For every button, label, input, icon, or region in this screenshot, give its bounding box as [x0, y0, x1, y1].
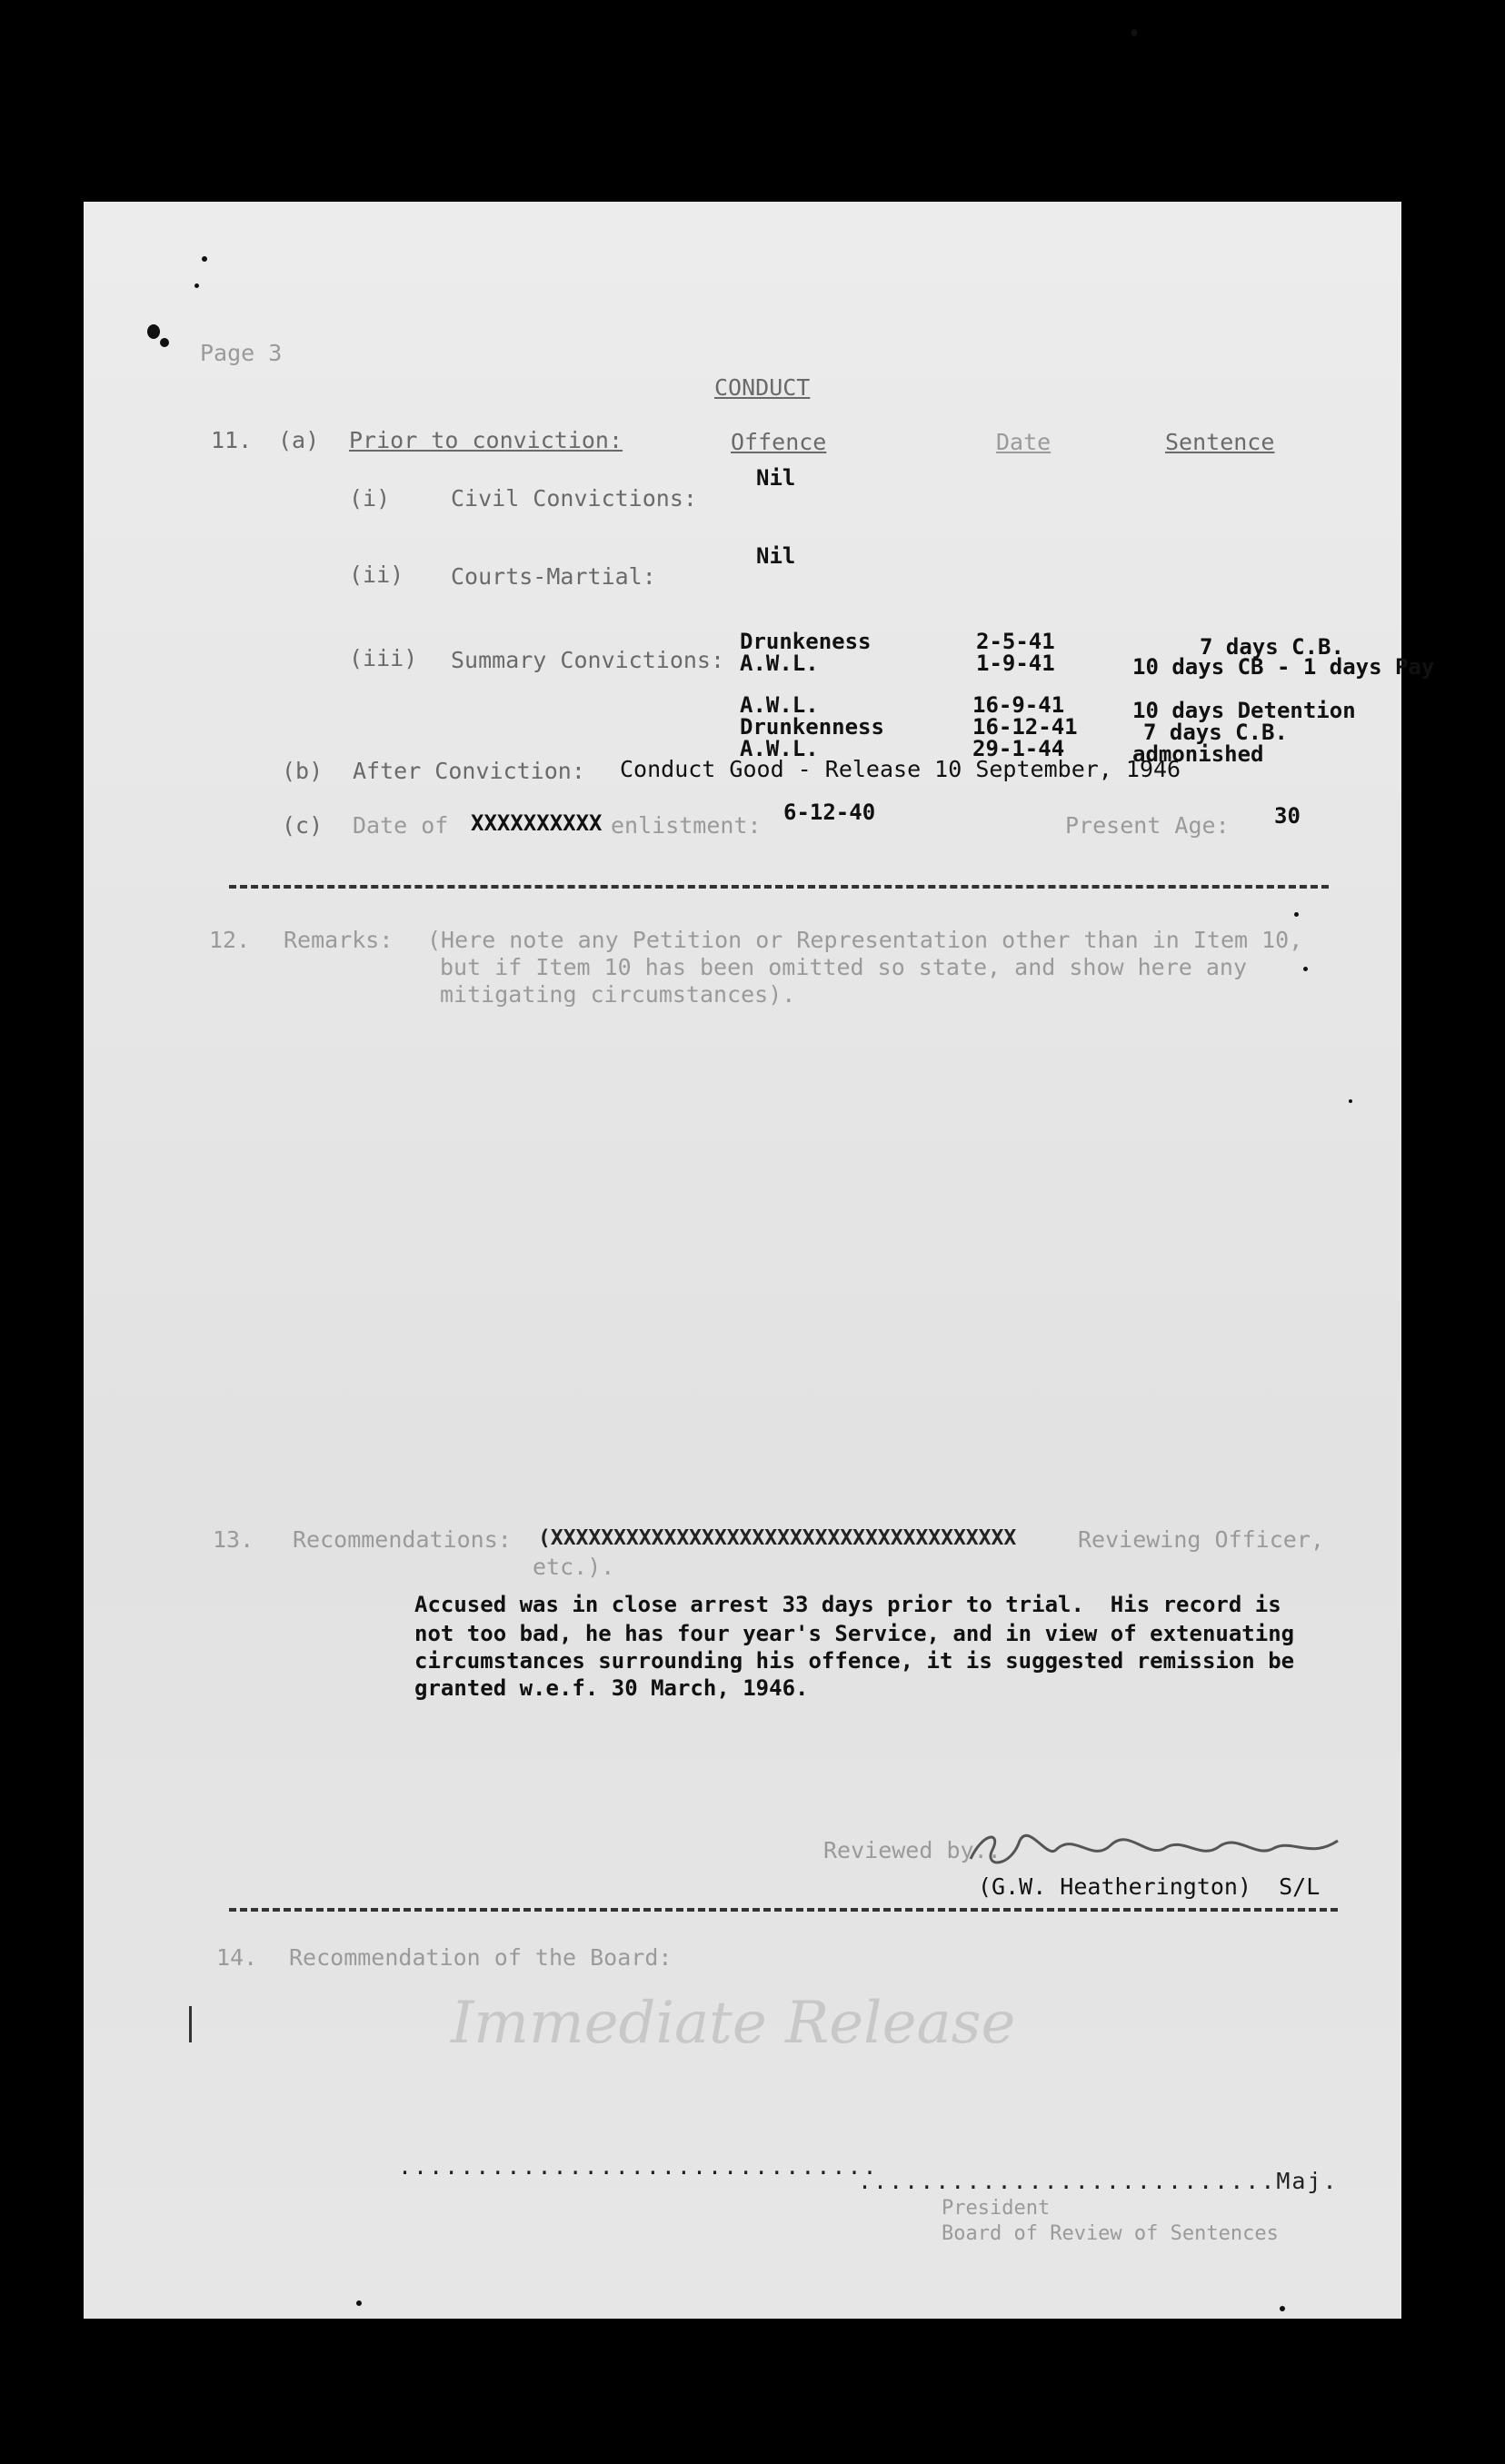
conviction-offence: Drunkeness [740, 629, 872, 654]
column-sentence: Sentence [1165, 429, 1275, 455]
signature-scribble [965, 1823, 1347, 1877]
separator-line [229, 885, 1329, 889]
ink-speck [356, 2300, 362, 2306]
item-13-label: Recommendations: [293, 1526, 512, 1553]
ink-speck [1303, 967, 1308, 971]
conviction-date: 16-12-41 [972, 714, 1078, 740]
item-11ii-text: Courts-Martial: [451, 563, 656, 590]
item-11c-text-1: Date of [353, 812, 449, 839]
conviction-offence: Drunkenness [740, 714, 884, 740]
enlistment-date: 6-12-40 [783, 800, 876, 825]
conviction-sentence: 10 days Detention [1132, 698, 1356, 723]
conviction-date: 16-9-41 [972, 692, 1065, 718]
conviction-sentence: 7 days C.B. [1200, 634, 1344, 660]
ink-speck [1349, 1099, 1352, 1103]
conviction-sentence: 10 days CB - 1 days Pay [1132, 654, 1435, 680]
conviction-offence: A.W.L. [740, 736, 819, 761]
item-11b-label: (b) [282, 758, 324, 784]
conviction-date: 29-1-44 [972, 736, 1065, 761]
ink-speck [1280, 2306, 1285, 2311]
item-14-label: Recommendation of the Board: [289, 1944, 673, 1971]
conviction-date: 2-5-41 [976, 629, 1055, 654]
item-11a-label: (a) [278, 427, 320, 453]
recommendation-line-4: granted w.e.f. 30 March, 1946. [414, 1675, 809, 1701]
recommendation-line-1: Accused was in close arrest 33 days prior to trial. His record is [414, 1592, 1281, 1617]
separator-line [229, 1908, 1338, 1912]
conviction-offence: A.W.L. [740, 651, 819, 676]
present-age-value: 30 [1274, 803, 1301, 829]
item-11c-label: (c) [282, 812, 324, 839]
conviction-sentence: 7 days C.B. [1143, 720, 1288, 745]
item-11i-text: Civil Convictions: [451, 485, 697, 512]
item-12-line-2: but if Item 10 has been omitted so state, and show here any [440, 954, 1248, 980]
item-13-after: Reviewing Officer, [1078, 1526, 1324, 1553]
after-conviction-value: Conduct Good - Release 10 September, 1946 [620, 756, 1181, 782]
item-12-number: 12. [209, 927, 251, 953]
conviction-date: 1-9-41 [976, 651, 1055, 676]
column-date: Date [996, 429, 1052, 455]
board-title-1: President [942, 2197, 1051, 2220]
reviewed-by-label: Reviewed by.. [823, 1837, 1002, 1863]
document-page [84, 202, 1435, 2319]
recommendation-line-3: circumstances surrounding his offence, it is suggested remission be [414, 1648, 1295, 1674]
ink-speck [147, 324, 160, 339]
courts-martial-value: Nil [756, 543, 796, 569]
civil-convictions-value: Nil [756, 465, 796, 491]
signature-line-left: ............................... [398, 2153, 879, 2180]
ink-speck [194, 283, 199, 288]
item-13-number: 13. [213, 1526, 254, 1553]
item-11c-text-2: enlistment: [611, 812, 762, 839]
handwritten-recommendation: Immediate Release [451, 1990, 1016, 2057]
board-title-2: Board of Review of Sentences [942, 2222, 1279, 2245]
conviction-offence: A.W.L. [740, 692, 819, 718]
item-11b-text: After Conviction: [353, 758, 585, 784]
reviewer-name: (G.W. Heatherington) S/L [978, 1873, 1321, 1900]
page-number: Page 3 [200, 340, 283, 366]
ink-speck [1294, 912, 1299, 917]
item-14-number: 14. [216, 1944, 258, 1971]
item-12-line-1: (Here note any Petition or Representation other than in Item 10, [427, 927, 1303, 953]
present-age-label: Present Age: [1065, 812, 1230, 839]
margin-mark [189, 2006, 192, 2042]
item-11iii-text: Summary Convictions: [451, 647, 725, 673]
item-11i-label: (i) [349, 485, 391, 512]
item-11-number: 11. [211, 427, 253, 453]
struck-out-word: XXXXXXXXXX [471, 810, 603, 836]
item-11iii-label: (iii) [349, 645, 418, 671]
ink-speck [1131, 29, 1137, 36]
column-offence: Offence [731, 429, 827, 455]
item-11ii-label: (ii) [349, 561, 404, 588]
item-12-line-3: mitigating circumstances). [440, 981, 796, 1008]
item-12-label: Remarks: [284, 927, 394, 953]
ink-speck [202, 256, 207, 262]
item-13-etc: etc.). [533, 1554, 615, 1580]
conviction-sentence: admonished [1132, 741, 1264, 767]
item-11a-text: Prior to conviction: [349, 427, 623, 453]
signature-line-right: ...........................Maj. [858, 2168, 1339, 2194]
ink-speck [160, 338, 169, 347]
struck-out-text: (XXXXXXXXXXXXXXXXXXXXXXXXXXXXXXXXXXXXX [538, 1526, 1017, 1550]
recommendation-line-2: not too bad, he has four year's Service, and in view of extenuating [414, 1621, 1295, 1646]
section-title: CONDUCT [714, 374, 811, 401]
